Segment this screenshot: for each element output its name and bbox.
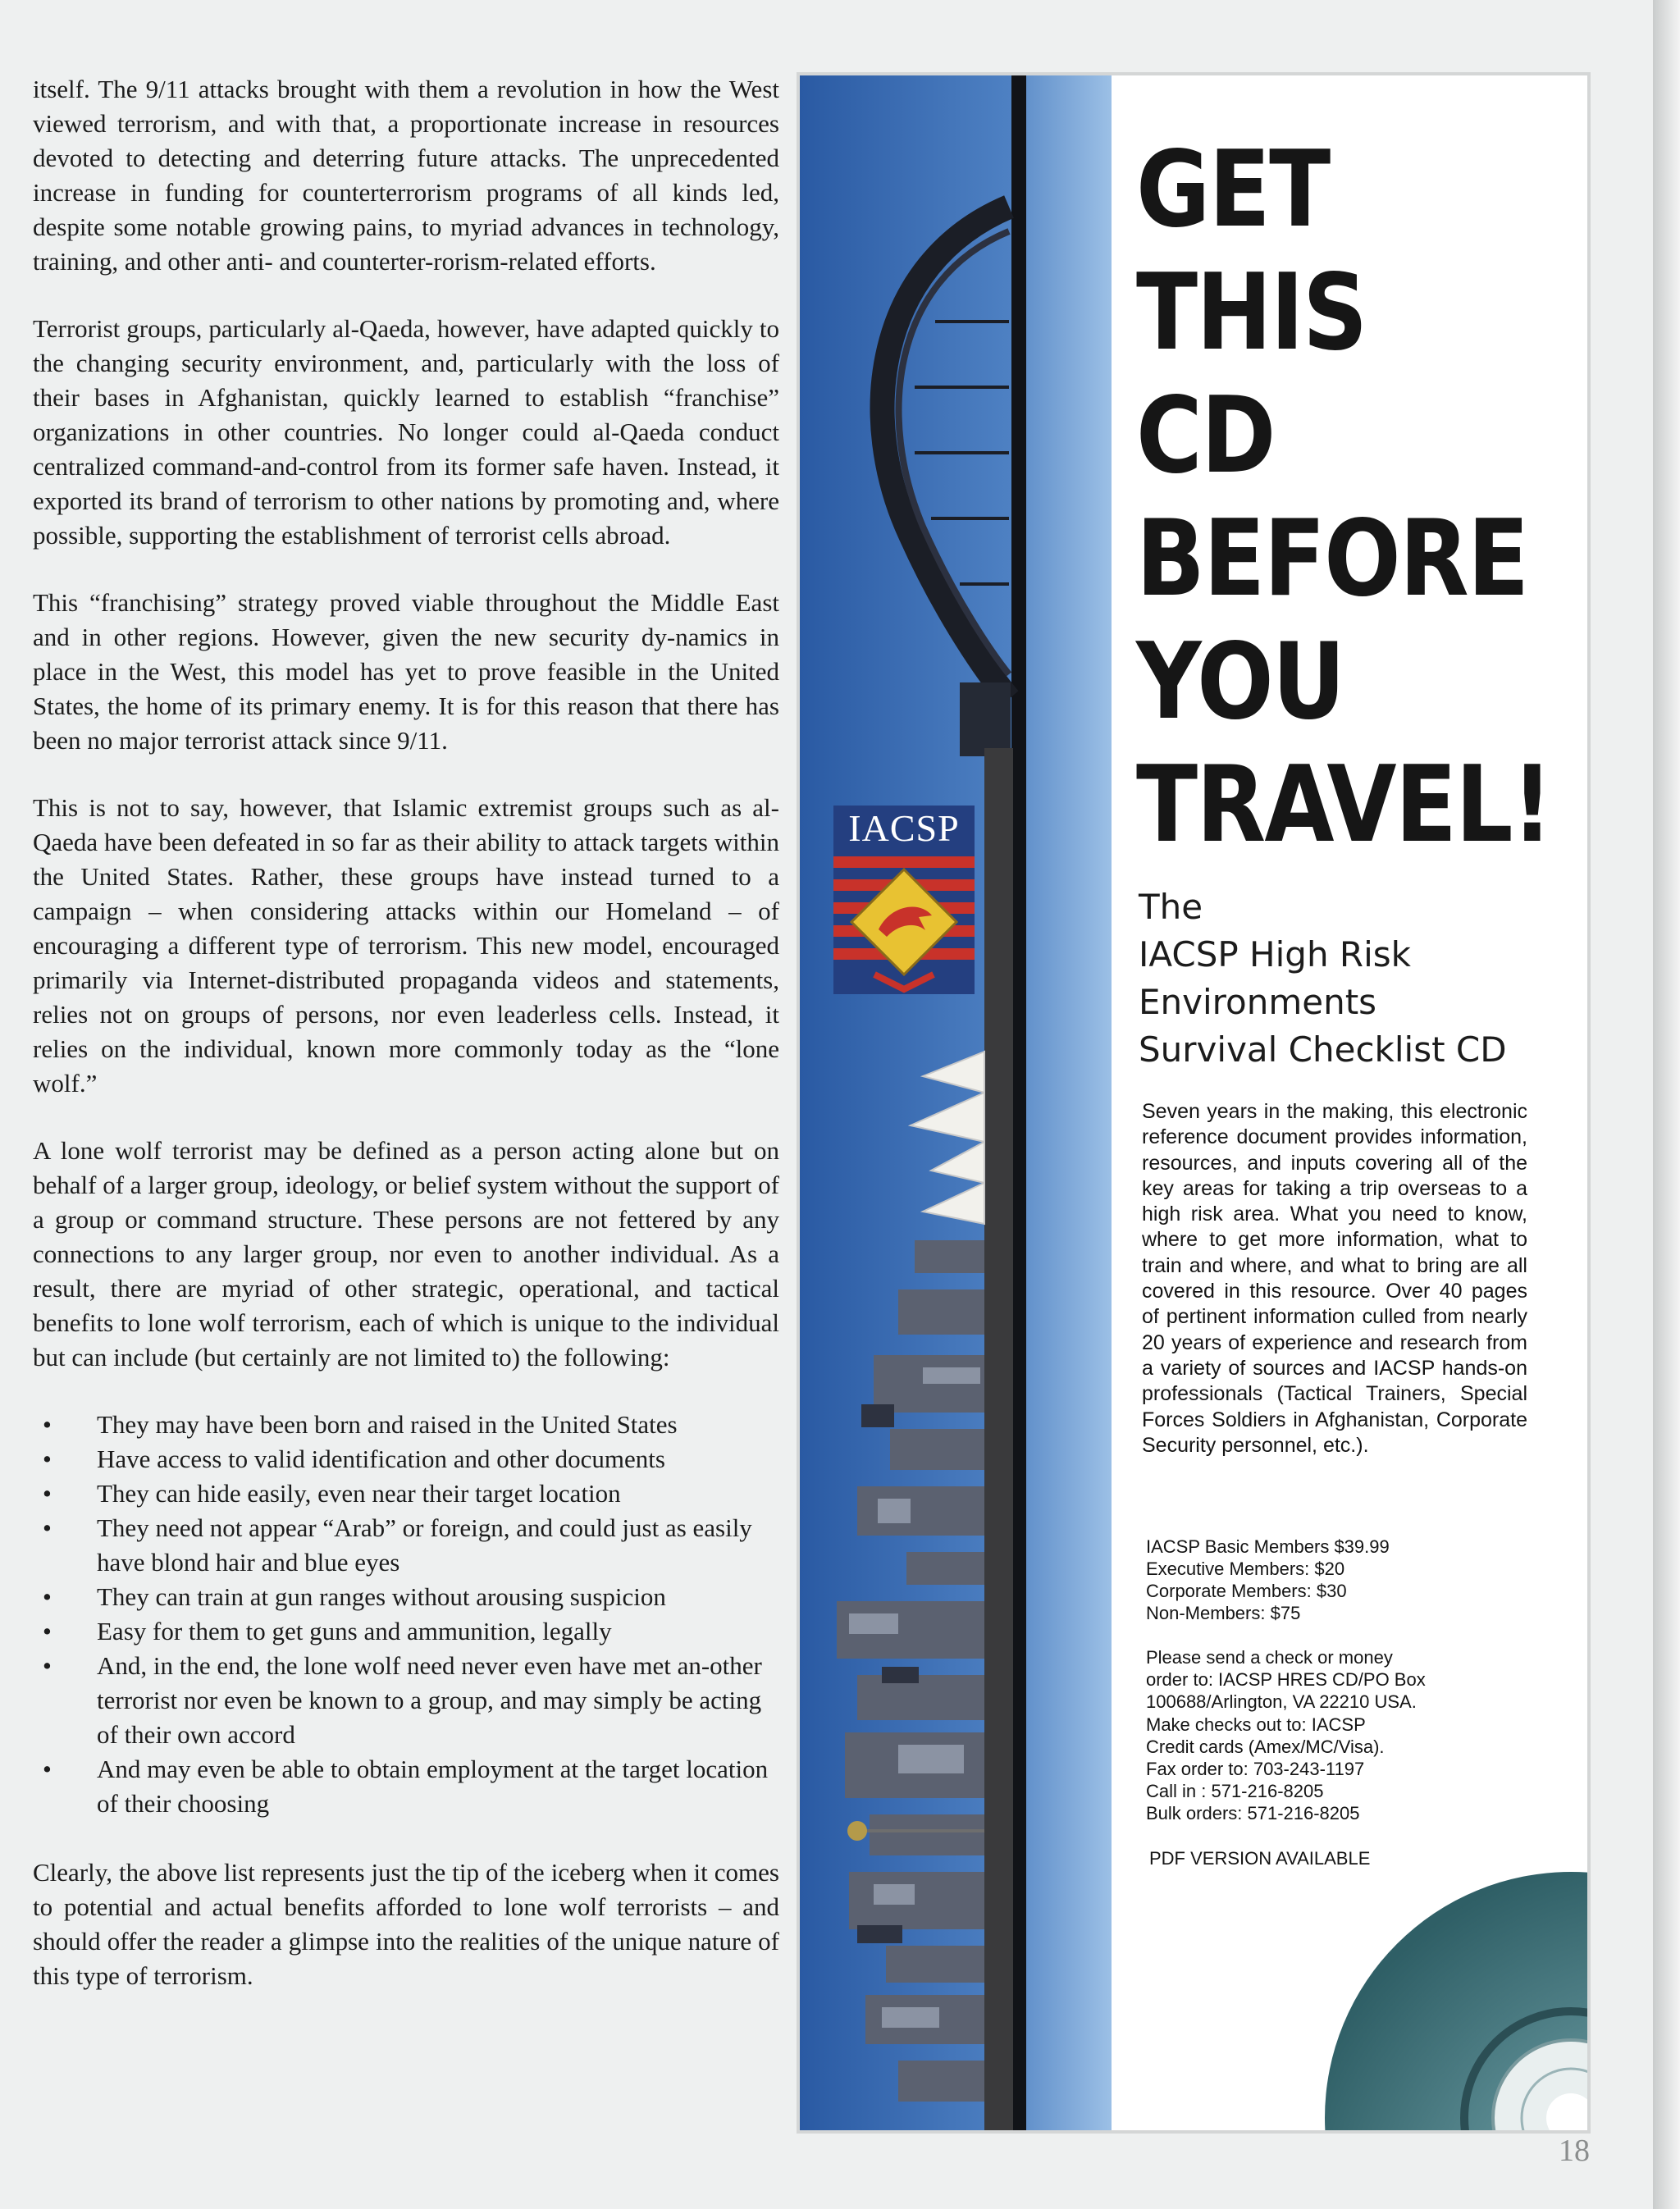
product-title-line: IACSP High Risk [1139,934,1411,974]
bullet-marker: • [43,1479,52,1508]
logo-emblem-icon [833,851,975,994]
order-line: 100688/Arlington, VA 22210 USA. [1146,1691,1417,1713]
product-title-line: The [1139,887,1203,927]
article-paragraph-4: This is not to say, however, that Islamic extremist groups such as al-Qaeda have been defeated in so far as their ability to attack targets within the United States. Rather, these groups have instead turned to a campaign – when considering attacks within our Homeland – of encouraging a different type of terrorism. This new model, encouraged primarily via Internet-distributed propaganda videos and statements, relies not on groups of persons, nor even leaderless cells. Instead, it relies on the individual, known more commonly today as the “lone wolf.” [33,793,779,1098]
bullet-marker: • [43,1755,52,1783]
list-item [33,1580,779,1614]
headline-line: CD [1136,375,1275,497]
page-edge-shadow [1653,0,1680,2209]
order-line: Call in : 571-216-8205 [1146,1781,1324,1802]
order-line: Fax order to: 703-243-1197 [1146,1759,1365,1780]
cd-disc-icon [1317,1855,1587,2130]
list-item-text: Easy for them to get guns and ammunition, legally [97,1617,612,1645]
page-number: 18 [1559,2134,1590,2168]
ad-headline [1136,129,1551,867]
harbour-skyline-photo [800,75,1112,2130]
product-title [1139,883,1565,1074]
cd-disc-graphic [1317,1855,1587,2130]
benefits-list [33,1408,779,1821]
list-item-text: And, in the end, the lone wolf need never even have met an-other terrorist nor even be known to a group, and may simply be acting of their own accord [97,1651,762,1749]
article-paragraph-2: Terrorist groups, particularly al-Qaeda, however, have adapted quickly to the changing security environment, and, particularly with the loss of their bases in Afghanistan, quickly learned to establish “franchise” organizations in other countries. No longer could al-Qaeda conduct centralized command-and-control from its former safe haven. Instead, it exported its brand of terrorism to other nations by promoting and, where possible, supporting the establishment of terrorist cells abroad. [33,314,779,550]
headline-line: TRAVEL! [1136,744,1552,866]
price-line: Corporate Members: $30 [1146,1581,1347,1601]
list-item [33,1442,779,1476]
bullet-marker: • [43,1410,52,1439]
order-line: Please send a check or money [1146,1647,1393,1668]
logo-wordmark: IACSP [833,806,975,851]
list-item [33,1649,779,1752]
article-paragraph-1: itself. The 9/11 attacks brought with them a revolution in how the West viewed terrorism, and with that, a proportionate increase in resources devoted to detecting and deterring future attacks. The unprecedented increase in funding for counterterrorism programs of all kinds led, despite some notable growing pains, to myriad advances in technology, training, and other anti- and counterter-rorism-related efforts. [33,75,779,276]
bullet-marker: • [43,1513,52,1542]
skyline-illustration [800,75,1112,2130]
iacsp-logo [833,806,975,994]
bullet-marker: • [43,1651,52,1680]
order-instructions [1146,1646,1426,1825]
price-list [1146,1536,1390,1624]
list-item-text: They need not appear “Arab” or foreign, and could just as easily have blond hair and blue eyes [97,1513,752,1577]
price-line: Non-Members: $75 [1146,1603,1301,1623]
price-line: IACSP Basic Members $39.99 [1146,1536,1390,1557]
list-item [33,1614,779,1649]
article-paragraph-5: A lone wolf terrorist may be defined as a person acting alone but on behalf of a larger group, ideology, or belief system without the support of a group or command structure. These persons are not fettered by any connections to any larger group, nor even to another individual. As a result, there are myriad of other strategic, operational, and tactical benefits to lone wolf terrorism, each of which is unique to the individual but can include (but certainly are not limited to) the following: [33,1136,779,1371]
product-title-line: Survival Checklist CD [1139,1029,1507,1070]
product-description: Seven years in the making, this electronic reference document provides information, resources, and inputs covering all of the key areas for taking a trip overseas to a high risk area. What you need to know, where to get more information, what to train and where, and what to bring are all covered in this resource. Over 40 pages of pertinent information culled from nearly 20 years of experience and research from a variety of sources and IACSP hands-on professionals (Tactical Trainers, Special Forces Soldiers in Afghanistan, Corporate Security personnel, etc.). [1142,1100,1527,1457]
list-item-text: They may have been born and raised in the United States [97,1410,678,1439]
bullet-marker: • [43,1445,52,1473]
product-title-line: Environments [1139,982,1377,1022]
bullet-marker: • [43,1617,52,1645]
article-column [33,72,779,2026]
headline-line: GET [1136,129,1330,251]
headline-line: BEFORE [1136,498,1528,620]
pdf-availability-note: PDF VERSION AVAILABLE [1149,1848,1371,1869]
list-item-text: And may even be able to obtain employment at the target location of their choosing [97,1755,769,1818]
list-item-text: Have access to valid identification and other documents [97,1445,665,1473]
list-item [33,1408,779,1442]
list-item-text: They can hide easily, even near their target location [97,1479,621,1508]
order-line: Credit cards (Amex/MC/Visa). [1146,1736,1385,1757]
headline-line: YOU [1136,621,1344,743]
headline-line: THIS [1136,252,1367,374]
list-item [33,1476,779,1511]
bullet-marker: • [43,1582,52,1611]
order-line: Make checks out to: IACSP [1146,1714,1366,1735]
article-closing-paragraph: Clearly, the above list represents just the tip of the iceberg when it comes to potential and actual benefits afforded to lone wolf terrorists – and should offer the reader a glimpse into the realities of the unique nature of this type of terrorism. [33,1858,779,1990]
order-line: Bulk orders: 571-216-8205 [1146,1803,1360,1824]
list-item-text: They can train at gun ranges without arousing suspicion [97,1582,666,1611]
order-line: order to: IACSP HRES CD/PO Box [1146,1669,1426,1691]
price-line: Executive Members: $20 [1146,1559,1345,1579]
article-paragraph-3: This “franchising” strategy proved viable throughout the Middle East and in other regions. However, given the new security dy-namics in place in the West, this model has yet to prove feasible in the United States, the home of its primary enemy. It is for this reason that there has been no major terrorist attack since 9/11. [33,588,779,755]
list-item [33,1511,779,1580]
cd-advertisement [800,75,1587,2130]
list-item [33,1752,779,1821]
